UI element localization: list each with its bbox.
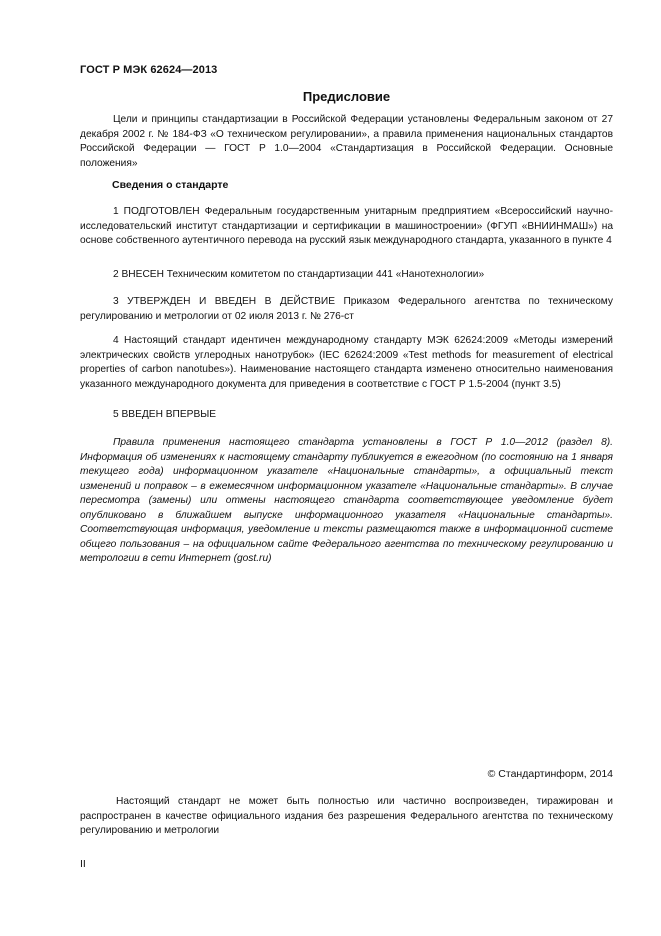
section-title: Предисловие: [302, 89, 391, 104]
item-1: [80, 205, 613, 249]
rules-note-text: Правила применения настоящего стандарта установлены в ГОСТ Р 1.0—2012 (раздел 8). Информация об изменениях к настоящему стандарту публикуется в ежегодном (по состоянию на 1 января текущего года) информационном указателе «Национальные стандарты», а официальный текст изменений и поправок – в ежемесячном информационном указателе «Национальные стандарты». В случае пересмотра (замены) или отмены настоящего стандарта соответствующее уведомление будет опубликовано в ближайшем выпуске информационного указателя «Национальные стандарты». Соответствующая информация, уведомление и тексты размещаются также в информационной системе общего пользования – на официальном сайте Федерального агентства по техническому регулированию и метрологии в сети Интернет (gost.ru): [80, 437, 613, 564]
item-5-text: 5 ВВЕДЕН ВПЕРВЫЕ: [113, 409, 217, 420]
document-id-header: ГОСТ Р МЭК 62624—2013: [80, 64, 218, 76]
item-2-text: 2 ВНЕСЕН Техническим комитетом по стандартизации 441 «Нанотехнологии»: [113, 269, 485, 280]
page-number: II: [80, 858, 86, 870]
reproduction-notice-text: Настоящий стандарт не может быть полностью или частично воспроизведен, тиражирован и распространен в качестве официального издания без разрешения Федерального агентства по техническому регулированию и метрологии: [80, 796, 613, 836]
item-3: [80, 295, 613, 324]
item-4: [80, 334, 613, 392]
item-3-text: 3 УТВЕРЖДЕН И ВВЕДЕН В ДЕЙСТВИЕ Приказом Федерального агентства по техническому регулированию и метрологии от 02 июля 2013 г. № 276-ст: [80, 296, 613, 322]
copyright-line: © Стандартинформ, 2014: [487, 768, 613, 780]
intro-text: Цели и принципы стандартизации в Российской Федерации установлены Федеральным законом от 27 декабря 2002 г. № 184-ФЗ «О техническом регулировании», а правила применения национальных стандартов Российской Федерации — ГОСТ Р 1.0—2004 «Стандартизация в Российской Федерации. Основные положения»: [80, 114, 613, 169]
reproduction-notice: [80, 795, 613, 839]
item-1-text: 1 ПОДГОТОВЛЕН Федеральным государственным унитарным предприятием «Всероссийский научно-исследовательский институт стандартизации и сертификации в машиностроении» (ФГУП «ВНИИНМАШ») на основе собственного аутентичного перевода на русский язык международного стандарта, указанного в пункте 4: [80, 206, 613, 246]
subheading: Сведения о стандарте: [112, 179, 229, 191]
item-5: [80, 408, 613, 423]
rules-note: [80, 436, 613, 567]
intro-paragraph: [80, 113, 613, 171]
item-4-text: 4 Настоящий стандарт идентичен международному стандарту МЭК 62624:2009 «Методы измерений электрических свойств углеродных нанотрубок» (IEC 62624:2009 «Test methods for measurement of electrical properties of carbon nanotubes»). Наименование настоящего стандарта изменено относительно наименования указанного международного документа для приведения в соответствие с ГОСТ Р 1.5-2004 (пункт 3.5): [80, 335, 613, 390]
item-2: [80, 268, 613, 283]
